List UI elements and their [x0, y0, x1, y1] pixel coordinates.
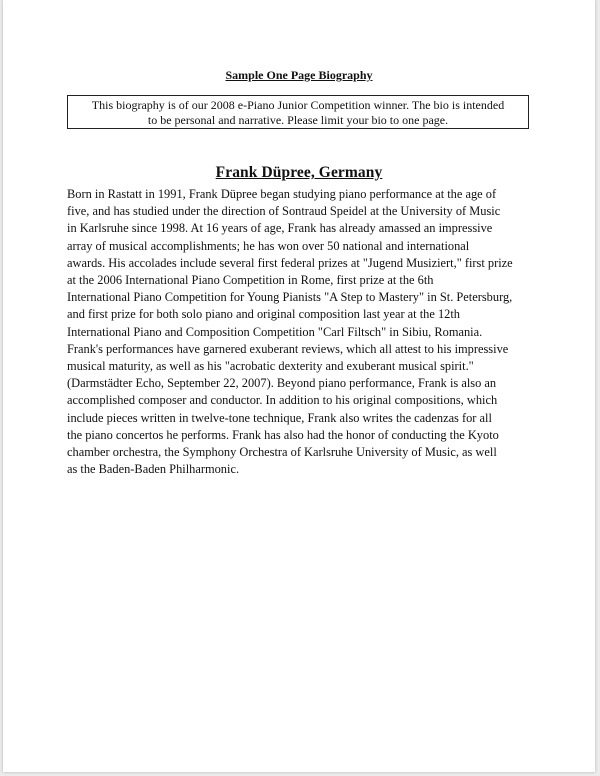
bio-line: Frank's performances have garnered exuberant reviews, which all attest to his impressive	[67, 341, 509, 356]
document-title: Sample One Page Biography	[225, 68, 373, 82]
bio-line: (Darmstädter Echo, September 22, 2007). Beyond piano performance, Frank is also an	[67, 376, 497, 391]
bio-line: in Karlsruhe since 1998. At 16 years of age, Frank has already amassed an impressive	[67, 221, 493, 236]
bio-line: as the Baden-Baden Philharmonic.	[67, 462, 240, 477]
bio-paragraph	[67, 186, 547, 478]
bio-line: International Piano and Composition Competition "Carl Filtsch" in Sibiu, Romania.	[67, 324, 483, 339]
bio-line: accomplished composer and conductor. In addition to his original compositions, which	[67, 393, 498, 408]
bio-line: awards. His accolades include several first federal prizes at "Jugend Musiziert," first prize	[67, 255, 513, 270]
bio-line: and first prize for both solo piano and original composition last year at the 12th	[67, 307, 460, 322]
bio-line: at the 2006 International Piano Competition in Rome, first prize at the 6th	[67, 273, 434, 288]
bio-line: array of musical accomplishments; he has won over 50 national and international	[67, 238, 470, 253]
bio-line: Born in Rastatt in 1991, Frank Düpree began studying piano performance at the age of	[67, 187, 497, 201]
bio-line: include pieces written in twelve-tone technique, Frank also writes the cadenzas for all	[67, 410, 492, 425]
instructions-line: This biography is of our 2008 e-Piano Junior Competition winner. The bio is intended	[91, 98, 505, 112]
bio-heading: Frank Düpree, Germany	[215, 164, 383, 181]
bio-line: International Piano Competition for Young Pianists "A Step to Mastery" in St. Petersburg,	[67, 290, 513, 305]
bio-line: musical maturity, as well as his "acrobatic dexterity and exuberant musical spirit."	[67, 359, 474, 374]
bio-line: chamber orchestra, the Symphony Orchestra of Karlsruhe University of Music, as well	[67, 445, 497, 460]
document-page	[3, 0, 595, 772]
instructions-line: to be personal and narrative. Please limit your bio to one page.	[147, 113, 449, 127]
instructions-box	[67, 95, 529, 129]
bio-line: the piano concertos he performs. Frank has also had the honor of conducting the Kyoto	[67, 427, 499, 442]
bio-line: five, and has studied under the direction of Sontraud Speidel at the University of Music	[67, 204, 501, 219]
